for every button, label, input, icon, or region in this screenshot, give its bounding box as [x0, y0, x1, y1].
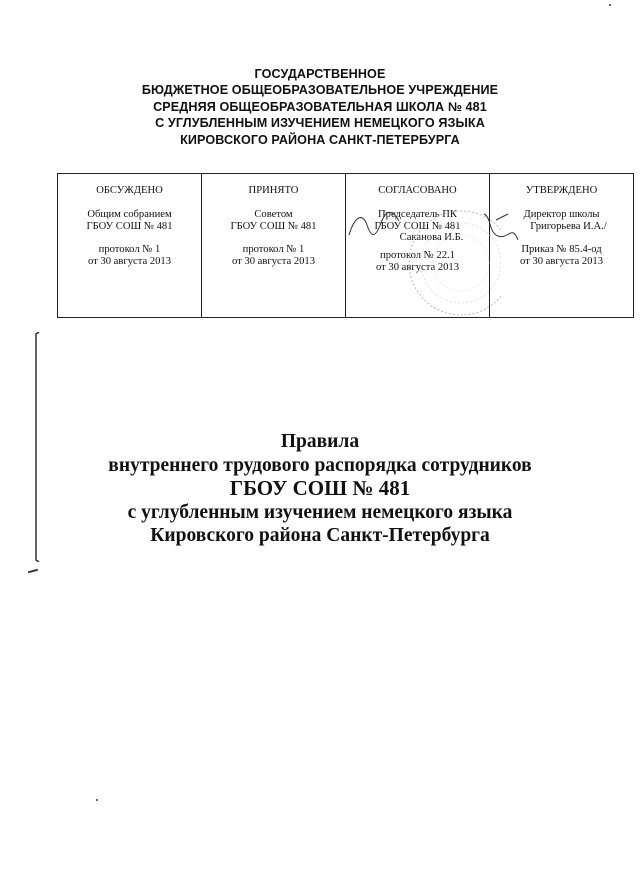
document-title	[0, 430, 640, 548]
approval-heading: ОБСУЖДЕНО	[96, 185, 163, 196]
approval-cell-accepted	[202, 174, 346, 317]
approval-body-line: Директор школы	[523, 208, 600, 220]
approval-body-line: ГБОУ СОШ № 481	[374, 220, 461, 232]
approval-body-line: Советом	[254, 208, 293, 220]
approval-footer-line: протокол № 1	[98, 244, 161, 256]
approval-body-line: ГБОУ СОШ № 481	[230, 220, 317, 232]
approval-body-line: Общим собранием	[87, 208, 172, 220]
approval-cell-discussed	[58, 174, 202, 317]
approval-footer-line: от 30 августа 2013	[87, 256, 172, 268]
title-line: с углубленным изучением немецкого языка	[127, 501, 513, 523]
approval-footer-line: Приказ № 85.4-од	[521, 244, 602, 256]
approval-body-line: Председатель ПК	[378, 208, 457, 220]
approval-footer-line: от 30 августа 2013	[231, 256, 316, 268]
header-line: ГОСУДАРСТВЕННОЕ	[254, 67, 386, 81]
header-line: С УГЛУБЛЕННЫМ ИЗУЧЕНИЕМ НЕМЕЦКОГО ЯЗЫКА	[155, 116, 485, 131]
signature-icon	[345, 205, 425, 245]
approval-body-line: ГБОУ СОШ № 481	[86, 220, 173, 232]
title-line: внутреннего трудового распорядка сотрудников	[108, 454, 532, 476]
approval-heading: УТВЕРЖДЕНО	[525, 185, 598, 196]
margin-mark	[28, 569, 38, 574]
title-line: Кировского района Санкт-Петербурга	[150, 525, 490, 546]
approval-heading: ПРИНЯТО	[248, 185, 299, 196]
approval-body-line: Григорьева И.А./	[530, 220, 607, 232]
title-line: ГБОУ СОШ № 481	[229, 476, 411, 500]
approval-footer-line: протокол № 22.1	[380, 250, 455, 262]
signature-icon	[478, 206, 538, 246]
approval-heading: СОГЛАСОВАНО	[378, 185, 457, 196]
speck	[96, 799, 98, 801]
title-line: Правила	[280, 431, 360, 452]
header-line: БЮДЖЕТНОЕ ОБЩЕОБРАЗОВАТЕЛЬНОЕ УЧРЕЖДЕНИЕ	[141, 83, 499, 98]
approval-body-line: Саканова И.Б.	[399, 232, 464, 244]
speck	[609, 4, 611, 6]
approval-footer-line: от 30 августа 2013	[375, 261, 460, 273]
approval-footer-line: протокол № 1	[242, 244, 305, 256]
header-line: СРЕДНЯЯ ОБЩЕОБРАЗОВАТЕЛЬНАЯ ШКОЛА № 481	[153, 99, 487, 114]
approval-footer-line: от 30 августа 2013	[519, 256, 604, 268]
header-line: КИРОВСКОГО РАЙОНА САНКТ-ПЕТЕРБУРГА	[180, 132, 460, 147]
institution-header	[0, 66, 640, 148]
